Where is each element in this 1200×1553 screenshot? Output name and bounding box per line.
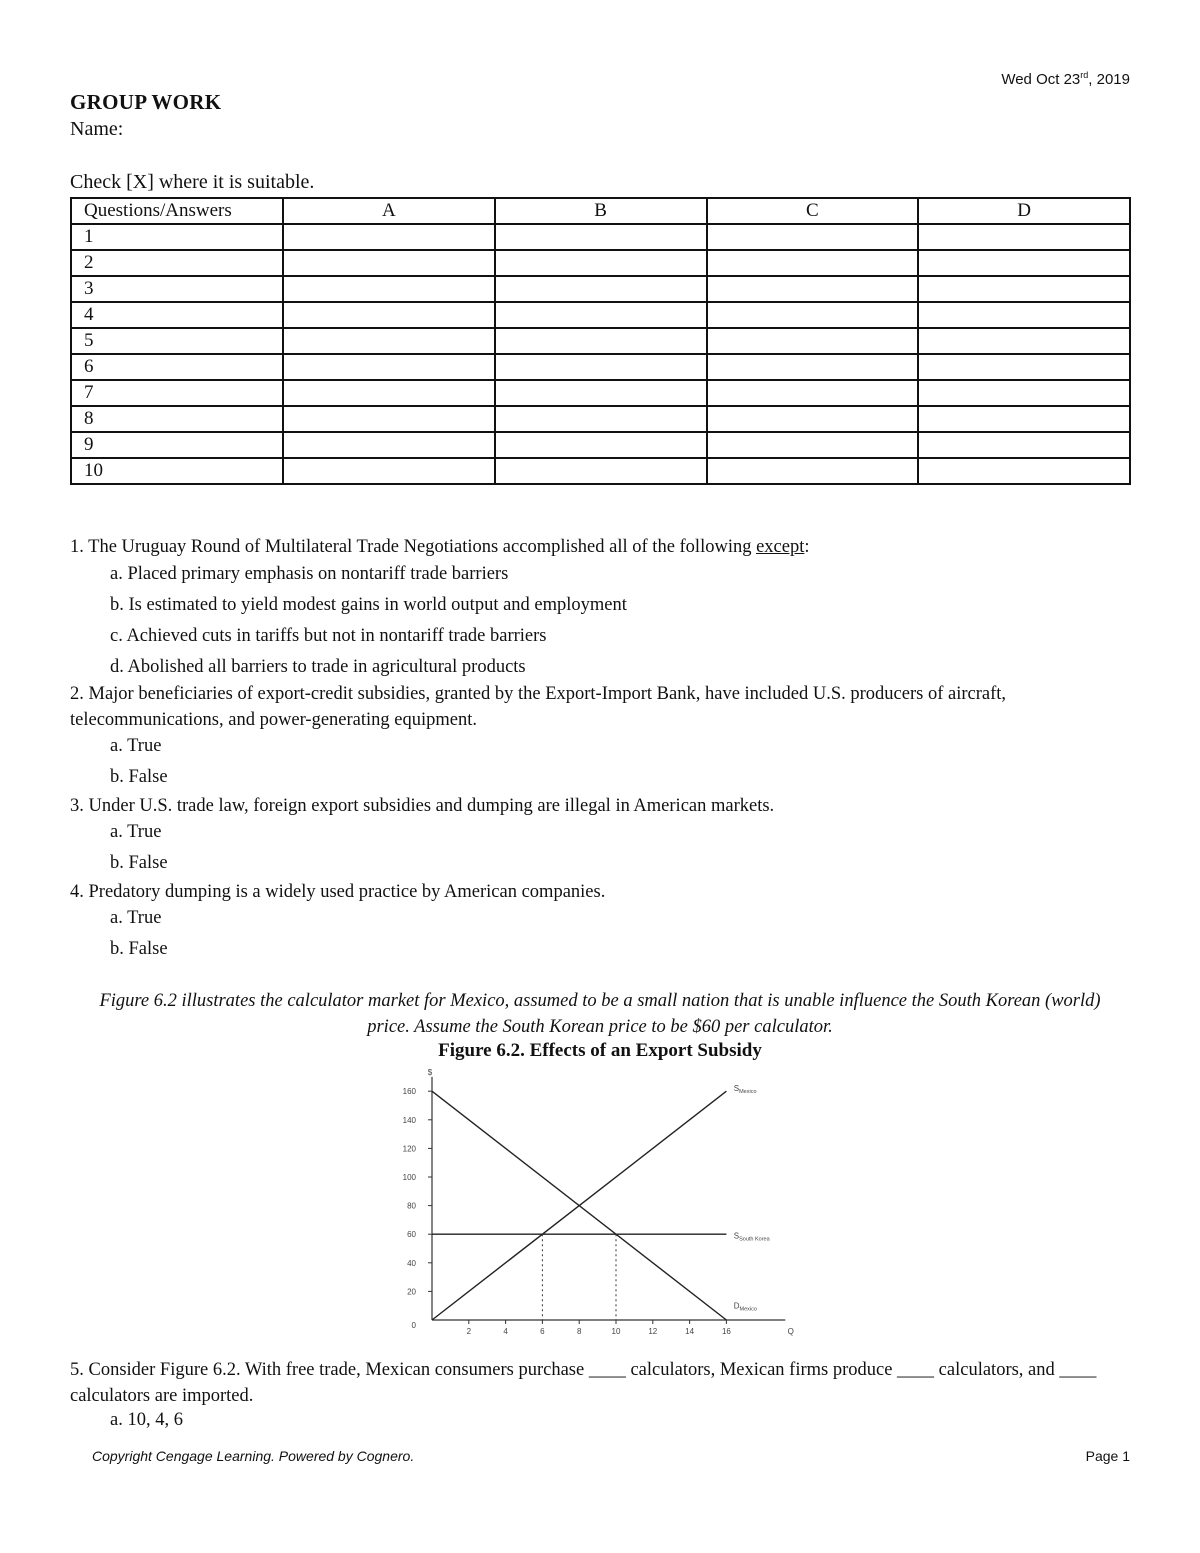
answer-cell[interactable] — [495, 328, 707, 354]
answer-cell[interactable] — [918, 432, 1130, 458]
page-title: GROUP WORK — [70, 90, 222, 114]
answer-cell[interactable] — [283, 458, 495, 484]
answer-cell[interactable] — [918, 250, 1130, 276]
answer-cell[interactable] — [918, 276, 1130, 302]
table-row — [71, 250, 1130, 276]
y-tick-label: 80 — [407, 1201, 416, 1211]
series-label: $S_{Mexico}$ — [733, 1084, 757, 1096]
answer-cell[interactable] — [918, 380, 1130, 406]
question-number: 8 — [71, 406, 283, 432]
y-tick-label: 140 — [402, 1115, 416, 1125]
table-row — [71, 302, 1130, 328]
answer-cell[interactable] — [918, 224, 1130, 250]
answer-cell[interactable] — [707, 250, 919, 276]
question-4-option[interactable]: a. True — [110, 908, 162, 928]
table-row — [71, 380, 1130, 406]
column-header: B — [495, 198, 707, 224]
figure-caption: Figure 6.2 illustrates the calculator market for Mexico, assumed to be a small nation that is unable influence the South Korean (world) price. Assume the South Korean price to be $60 per calculator. — [99, 991, 1101, 1037]
answer-cell[interactable] — [495, 224, 707, 250]
y-tick-label: 60 — [407, 1230, 416, 1240]
answer-cell[interactable] — [495, 432, 707, 458]
answer-cell[interactable] — [707, 458, 919, 484]
answer-cell[interactable] — [495, 406, 707, 432]
answer-cell[interactable] — [918, 302, 1130, 328]
answer-cell[interactable] — [495, 354, 707, 380]
question-3-stem: 3. Under U.S. trade law, foreign export subsidies and dumping are illegal in American markets. — [70, 796, 775, 816]
answer-cell[interactable] — [495, 458, 707, 484]
x-tick-label: 12 — [648, 1327, 658, 1336]
question-number: 1 — [71, 224, 283, 250]
question-1-option[interactable]: b. Is estimated to yield modest gains in world output and employment — [110, 595, 627, 615]
column-header: Questions/Answers — [71, 198, 283, 224]
answer-cell[interactable] — [283, 354, 495, 380]
question-number: 3 — [71, 276, 283, 302]
x-tick-label: 2 — [466, 1327, 472, 1336]
question-number: 9 — [71, 432, 283, 458]
table-row — [71, 354, 1130, 380]
question-2-option[interactable]: a. True — [110, 736, 162, 756]
x-tick-label: 14 — [685, 1327, 695, 1336]
question-1-stem: 1. The Uruguay Round of Multilateral Trade Negotiations accomplished all of the following except: — [70, 537, 810, 557]
answer-cell[interactable] — [495, 380, 707, 406]
document-date: Wed Oct 23rd, 2019 — [1001, 70, 1130, 88]
question-1-option[interactable]: a. Placed primary emphasis on nontariff trade barriers — [110, 564, 509, 584]
answer-cell[interactable] — [918, 406, 1130, 432]
answer-cell[interactable] — [918, 354, 1130, 380]
y-tick-label: 100 — [402, 1173, 416, 1182]
answer-cell[interactable] — [707, 276, 919, 302]
name-label: Name: — [70, 118, 124, 140]
x-tick-label: 16 — [721, 1327, 731, 1336]
question-number: 4 — [71, 302, 283, 328]
figure-title: Figure 6.2. Effects of an Export Subsidy — [438, 1040, 762, 1061]
answer-cell[interactable] — [707, 380, 919, 406]
table-row — [71, 432, 1130, 458]
y-axis-label: $ — [427, 1067, 433, 1077]
instruction-text: Check [X] where it is suitable. — [70, 171, 315, 193]
answer-cell[interactable] — [283, 406, 495, 432]
answer-cell[interactable] — [283, 328, 495, 354]
y-tick-label: 40 — [407, 1258, 416, 1268]
answer-cell[interactable] — [283, 250, 495, 276]
question-2-option[interactable]: b. False — [110, 767, 168, 787]
answer-cell[interactable] — [707, 302, 919, 328]
question-5-stem: 5. Consider Figure 6.2. With free trade, Mexican consumers purchase ____ calculators, Mexican firms produce ____ calculators, and ____ calculators are imported. — [70, 1360, 1097, 1406]
question-1-option[interactable]: d. Abolished all barriers to trade in agricultural products — [110, 657, 526, 677]
column-header: D — [918, 198, 1130, 224]
answer-cell[interactable] — [707, 224, 919, 250]
answer-table-header — [71, 198, 1130, 224]
question-3-option[interactable]: b. False — [110, 853, 168, 873]
answer-cell[interactable] — [283, 224, 495, 250]
column-header: C — [707, 198, 919, 224]
export-subsidy-chart — [380, 1062, 810, 1342]
answer-cell[interactable] — [707, 354, 919, 380]
x-tick-label: 8 — [576, 1327, 582, 1336]
question-5-option[interactable]: a. 10, 4, 6 — [110, 1410, 183, 1430]
footer-copyright: Copyright Cengage Learning. Powered by Cognero. — [92, 1448, 415, 1464]
question-number: 5 — [71, 328, 283, 354]
column-header: A — [283, 198, 495, 224]
x-tick-label: 4 — [503, 1327, 508, 1336]
question-number: 2 — [71, 250, 283, 276]
answer-cell[interactable] — [918, 458, 1130, 484]
question-number: 10 — [71, 458, 283, 484]
x-axis-label: Q — [787, 1327, 794, 1336]
y-tick-label: 160 — [402, 1087, 416, 1097]
question-2-stem: 2. Major beneficiaries of export-credit subsidies, granted by the Export-Import Bank, have included U.S. producers of aircraft, telecommunications, and power-generating equipment. — [70, 684, 1007, 730]
x-tick-label: 6 — [540, 1327, 545, 1336]
table-row — [71, 224, 1130, 250]
question-4-option[interactable]: b. False — [110, 939, 168, 959]
question-1-option[interactable]: c. Achieved cuts in tariffs but not in nontariff trade barriers — [110, 626, 547, 646]
x-tick-label: 10 — [611, 1327, 621, 1336]
answer-cell[interactable] — [495, 250, 707, 276]
answer-cell[interactable] — [707, 406, 919, 432]
answer-cell[interactable] — [283, 302, 495, 328]
series-label: $S_{South Korea}$ — [733, 1231, 770, 1243]
answer-cell[interactable] — [707, 432, 919, 458]
answer-cell[interactable] — [495, 302, 707, 328]
answer-table — [70, 197, 1131, 485]
footer-page-number: Page 1 — [1085, 1448, 1130, 1464]
question-number: 6 — [71, 354, 283, 380]
question-number: 7 — [71, 380, 283, 406]
answer-cell[interactable] — [283, 432, 495, 458]
question-3-option[interactable]: a. True — [110, 822, 162, 842]
series-label: $D_{Mexico}$ — [733, 1301, 757, 1313]
answer-cell[interactable] — [707, 328, 919, 354]
answer-cell[interactable] — [918, 328, 1130, 354]
answer-cell[interactable] — [495, 276, 707, 302]
table-row — [71, 406, 1130, 432]
table-row — [71, 276, 1130, 302]
table-row — [71, 458, 1130, 484]
table-row — [71, 328, 1130, 354]
answer-cell[interactable] — [283, 276, 495, 302]
y-tick-label: 20 — [407, 1287, 416, 1297]
y-tick-label: 0 — [411, 1321, 416, 1330]
answer-cell[interactable] — [283, 380, 495, 406]
question-4-stem: 4. Predatory dumping is a widely used practice by American companies. — [70, 882, 606, 902]
y-tick-label: 120 — [402, 1144, 416, 1154]
